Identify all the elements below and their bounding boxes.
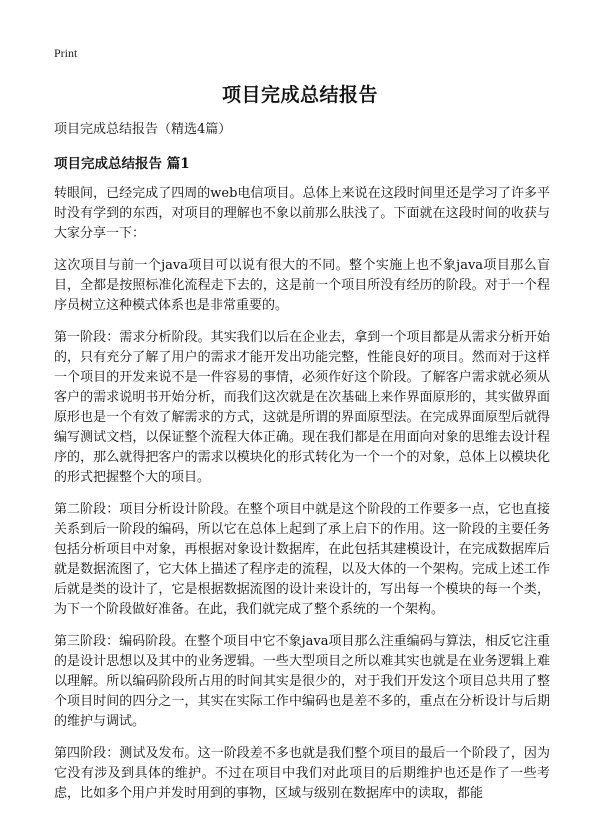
page-title: 项目完成总结报告 (221, 84, 378, 106)
paragraph-intro: 转眼间，已经完成了四周的web电信项目。总体上来说在这段时间里还是学习了许多平时没有学到的东西，对项目的理解也不象以前那么肤浅了。下面就在这段时间的收获与大家分享一下： (54, 186, 550, 241)
paragraph-comparison: 这次项目与前一个java项目可以说有很大的不同。整个实施上也不象java项目那么盲目，全都是按照标准化流程走下去的，这是前一个项目所没有经历的阶段。对于一个程序员树立这种模式体系也是非常重要的。 (54, 258, 550, 313)
document-body (54, 120, 550, 816)
paragraph-stage-four: 第四阶段：测试及发布。这一阶段差不多也就是我们整个项目的最后一个阶段了，因为它没有涉及到具体的维护。不过在项目中我们对此项目的后期维护也还是作了一些考虑，比如多个用户并发时用到的事物，区域与级别在数据库中的读取，都能 (54, 746, 550, 801)
paragraph-stage-one: 第一阶段：需求分析阶段。其实我们以后在企业去，拿到一个项目都是从需求分析开始的，只有充分了解了用户的需求才能开发出功能完整，性能良好的项目。然而对于这样一个项目的开发来说不是一件容易的事情，必须作好这个阶段。了解客户需求就必须从客户的需求说明书开始分析，而我们这次就是在次基础上来作界面原形的，其实做界面原形也是一个有效了解需求的方式，这就是所谓的界面原型法。在完成界面原型后就得编写测试文档，以保证整个流程大体正确。现在我们都是在用面向对象的思维去设计程序的，那么就得把客户的需求以模块化的形式转化为一个一个的对象，总体上以模块化的形式把握整个大的项目。 (54, 330, 550, 485)
paragraph-stage-three: 第三阶段：编码阶段。在整个项目中它不象java项目那么注重编码与算法，相反它注重的是设计思想以及其中的业务逻辑。一些大型项目之所以难其实也就是在业务逻辑上难以理解。所以编码阶段所占用的时间其实是很少的，对于我们开发这个项目总共用了整个项目时间的四分之一，其实在实际工作中编码也是差不多的，重点在分析设计与后期的维护与调试。 (54, 634, 550, 729)
document-subtitle: 项目完成总结报告（精选4篇） (54, 122, 232, 137)
paragraph-stage-two: 第二阶段：项目分析设计阶段。在整个项目中就是这个阶段的工作要多一点，它也直接关系到后一阶段的编码，所以它在总体上起到了承上启下的作用。这一阶段的主要任务包括分析项目中对象，再根据对象设计数据库，在此包括其建模设计，在完成数据库后就是数据流图了，它大体上描述了程序走的流程，以及大体的一个架构。完成上述工作后就是类的设计了，它是根据数据流图的设计来设计的，写出每一个模块的每一个类，为下一个阶段做好准备。在此，我们就完成了整个系统的一个架构。 (54, 502, 550, 617)
section-heading: 项目完成总结报告 篇1 (54, 156, 190, 172)
print-label: Print (54, 46, 78, 60)
